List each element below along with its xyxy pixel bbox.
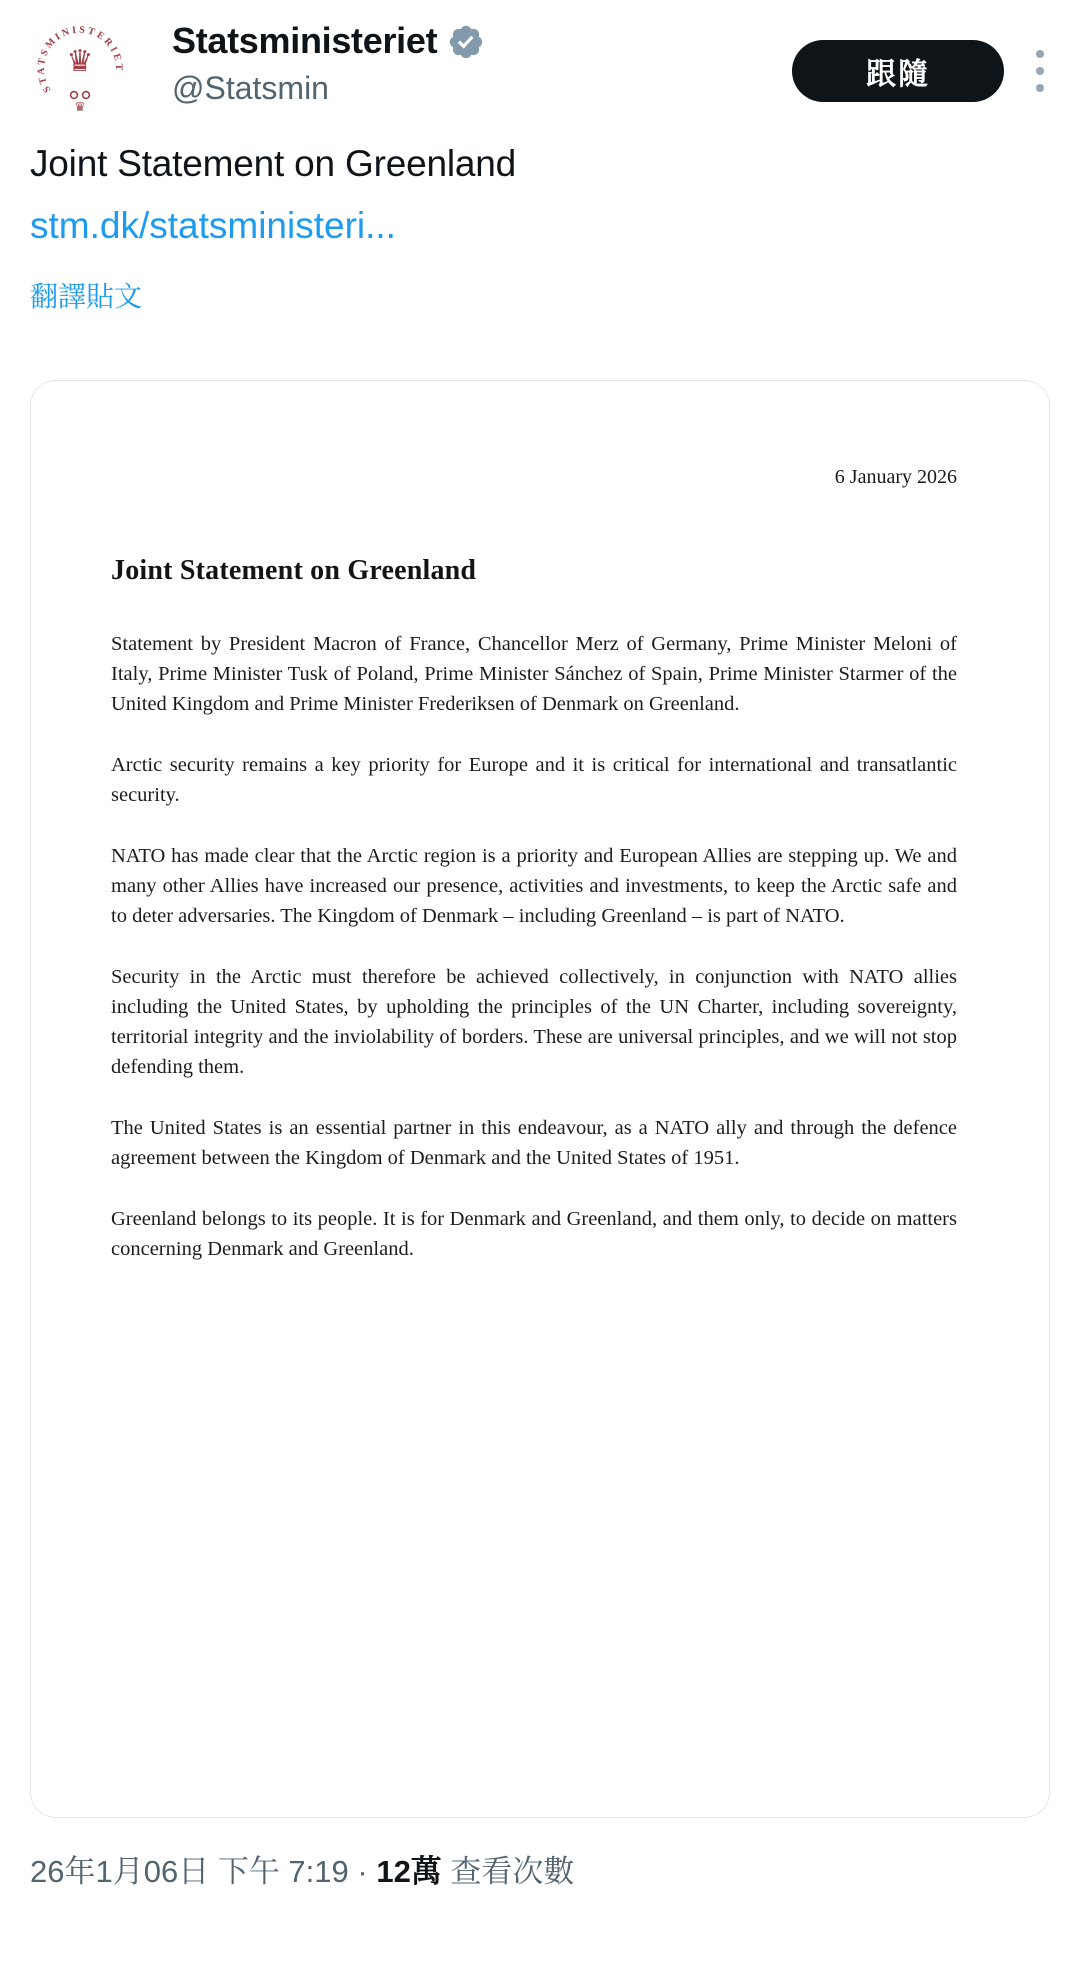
user-handle: @Statsmin — [172, 70, 329, 106]
document-title: Joint Statement on Greenland — [111, 555, 477, 586]
display-name[interactable]: Statsministeriet — [172, 20, 438, 61]
document-paragraph: Arctic security remains a key priority for Europe and it is critical for international and transatlantic security. — [111, 754, 957, 806]
tweet-meta — [30, 1852, 1050, 1892]
tweet-text: Joint Statement on Greenland — [30, 143, 516, 184]
document-paragraph: NATO has made clear that the Arctic region is a priority and European Allies are stepping up. We and many other Allies have increased our presence, activities and investments, to keep the Arctic safe and to deter adversaries. The Kingdom of Denmark – including Greenland – is part of NATO. — [111, 845, 957, 927]
more-menu-icon[interactable] — [1030, 46, 1050, 96]
views-label: 查看次數 — [441, 1854, 575, 1889]
avatar[interactable] — [30, 14, 130, 114]
views-count: 12萬 — [376, 1854, 442, 1889]
timestamp: 26年1月06日 下午 7:19 — [30, 1854, 349, 1889]
meta-separator: · — [348, 1854, 377, 1889]
translate-post-link[interactable]: 翻譯貼文 — [30, 281, 143, 312]
svg-text:♛: ♛ — [66, 44, 94, 79]
header-actions — [792, 14, 1050, 102]
document-paragraph: Security in the Arctic must therefore be achieved collectively, in conjunction with NATO allies including the United States, by upholding the principles of the UN Charter, including sovereignty, territorial integrity and the inviolability of borders. These are universal principles, and we will not stop defending them. — [111, 966, 957, 1078]
statsministeriet-seal-icon — [30, 14, 130, 114]
verified-badge-icon — [447, 23, 485, 61]
document-page — [111, 465, 957, 1264]
tweet-header — [30, 14, 1050, 114]
svg-text:♛: ♛ — [74, 100, 86, 114]
document-paragraph: Greenland belongs to its people. It is for Denmark and Greenland, and them only, to decide on matters concerning Denmark and Greenland. — [111, 1208, 957, 1260]
user-identity — [172, 14, 792, 107]
document-attachment[interactable] — [30, 380, 1050, 1818]
document-paragraph: Statement by President Macron of France, Chancellor Merz of Germany, Prime Minister Meloni of Italy, Prime Minister Tusk of Poland, Prime Minister Sánchez of Spain, Prime Minister Starmer of the United Kingdom and Prime Minister Frederiksen of Denmark on Greenland. — [111, 633, 957, 715]
svg-text:STATSMINISTERIET: STATSMINISTERIET — [35, 24, 125, 95]
document-paragraph: The United States is an essential partner in this endeavour, as a NATO ally and through the defence agreement between the Kingdom of Denmark and the United States of 1951. — [111, 1117, 957, 1169]
tweet-link[interactable]: stm.dk/statsministeri... — [30, 205, 396, 246]
document-date: 6 January 2026 — [834, 466, 957, 488]
follow-button[interactable]: 跟隨 — [792, 40, 1004, 102]
